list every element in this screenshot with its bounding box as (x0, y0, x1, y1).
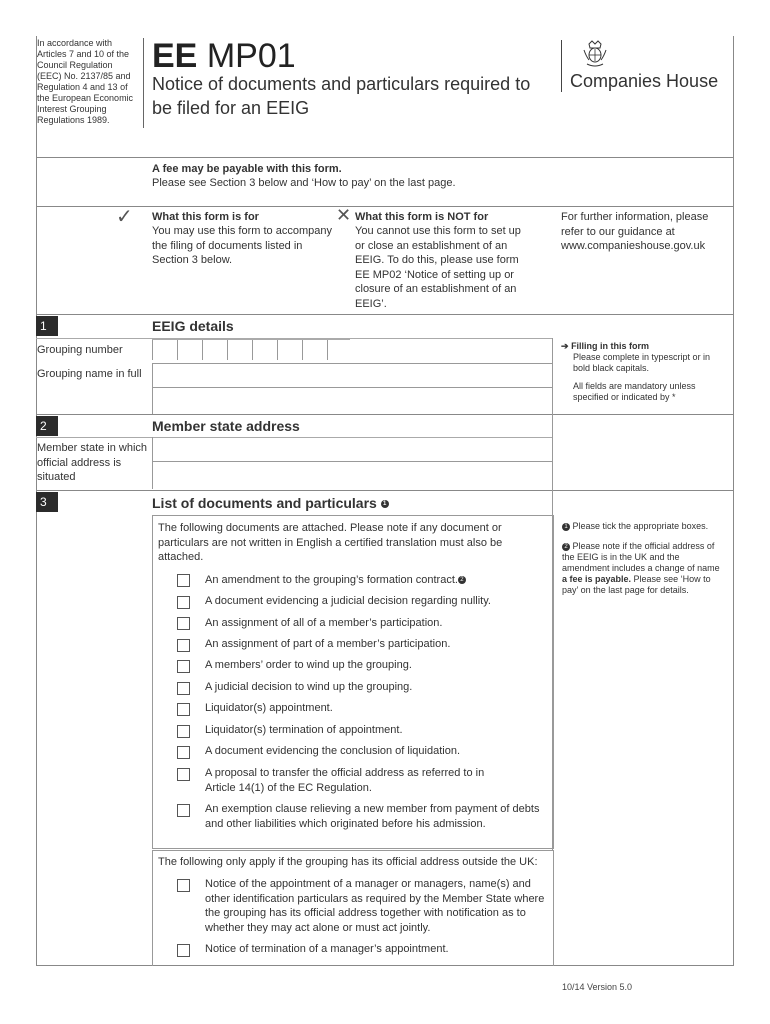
for-text: You may use this form to accompany the filing of documents listed in Section 3 below. (152, 225, 332, 266)
doc-item: Notice of the appointment of a manager or managers, name(s) and other identification particulars as required by the Member State where the grouping has its official address together with notification as to whether they may act alone or must act jointly. (205, 878, 545, 934)
section3-title: List of documents and particulars 1 (152, 495, 389, 511)
documents-box (152, 515, 554, 849)
documents-intro: The following documents are attached. Please note if any document or particulars are not written in English a certified translation must also be attached. (158, 522, 503, 563)
royal-crest-icon (580, 40, 610, 68)
filling-title: ➔ Filling in this form (561, 341, 650, 351)
checkbox-manager-termination[interactable] (177, 944, 190, 957)
form-title: Notice of documents and particulars required to be filed for an EEIG (152, 74, 531, 118)
for-title: What this form is for (152, 211, 259, 223)
doc-item: Notice of termination of a manager’s appointment. (205, 943, 449, 955)
form-code: EE MP01 (152, 37, 296, 75)
not-for-text: You cannot use this form to set up or close an establishment of an EEIG. To do this, please use form EE MP02 ‘Notice of setting up or closure of an establishment of an EEIG’. (355, 225, 521, 310)
doc-item: A judicial decision to wind up the grouping. (205, 681, 413, 693)
section3-rule (36, 490, 733, 491)
checkbox-manager-appointment[interactable] (177, 879, 190, 892)
legal-note: In accordance with Articles 7 and 10 of the Council Regulation (EEC) No. 2137/85 and Regulation 4 and 13 of the European Economic Interest Grouping Regulations 1989. (37, 38, 134, 125)
checkbox-wind-up-decision[interactable] (177, 682, 190, 695)
checkbox-exemption-clause[interactable] (177, 804, 190, 817)
note-2: 2 Please note if the official address of the EEIG is in the UK and the amendment includes a change of name a fee is payable. Please see ‘How to pay’ on the last page for details. (562, 541, 720, 595)
header-divider (143, 38, 144, 128)
checkbox-liquidator-appointment[interactable] (177, 703, 190, 716)
doc-item: Liquidator(s) termination of appointment. (205, 724, 403, 736)
filling-text-2: All fields are mandatory unless specified or indicated by * (573, 381, 696, 402)
doc-item: A document evidencing a judicial decision regarding nullity. (205, 595, 491, 607)
fee-text: Please see Section 3 below and ‘How to pay’ on the last page. (152, 177, 456, 189)
filling-text: Please complete in typescript or in bold black capitals. (573, 352, 711, 373)
doc-item: An exemption clause relieving a new member from payment of debts and other liabilities which originated before his admission. (205, 803, 540, 830)
doc-item: A proposal to transfer the official address as referred to in Article 14(1) of the EC Regulation. (205, 767, 485, 794)
note-marker: 1 (562, 523, 570, 531)
grouping-name-input[interactable] (152, 363, 553, 414)
section1-number: 1 (36, 316, 58, 336)
checkbox-liquidation-conclusion[interactable] (177, 746, 190, 759)
section2-number: 2 (36, 416, 58, 436)
note-1: 1 Please tick the appropriate boxes. (562, 521, 727, 532)
brand-divider (561, 40, 562, 92)
checkbox-formation-amendment[interactable] (177, 574, 190, 587)
grouping-name-label: Grouping name in full (37, 368, 142, 380)
section3-side-rule (552, 490, 553, 850)
section1-title: EEIG details (152, 318, 234, 334)
doc-item: An amendment to the grouping’s formation contract. 2 (205, 573, 535, 588)
arrow-icon: ➔ (561, 341, 569, 351)
brand-name: Companies House (570, 71, 719, 91)
cross-icon: ✕ (336, 205, 352, 225)
doc-item: Liquidator(s) appointment. (205, 702, 333, 714)
member-state-input[interactable] (152, 437, 553, 489)
doc-item: A members’ order to wind up the grouping. (205, 659, 412, 671)
header-rule (36, 157, 733, 158)
tick-icon: ✓ (116, 206, 133, 228)
further-info: For further information, please refer to our guidance at www.companieshouse.gov.uk (561, 211, 709, 252)
checkbox-wind-up-order[interactable] (177, 660, 190, 673)
checkbox-assignment-all[interactable] (177, 617, 190, 630)
checkbox-liquidator-termination[interactable] (177, 725, 190, 738)
section3-number: 3 (36, 492, 58, 512)
note-marker: 1 (381, 500, 389, 508)
doc-item: A document evidencing the conclusion of liquidation. (205, 745, 461, 757)
section2-rule (36, 414, 733, 415)
outside-uk-intro: The following only apply if the grouping has its official address outside the UK: (158, 856, 538, 868)
doc-item: An assignment of all of a member’s participation. (205, 617, 443, 629)
grouping-number-label: Grouping number (37, 344, 123, 356)
checkbox-address-transfer[interactable] (177, 768, 190, 781)
info-rule (36, 206, 733, 207)
doc-item: An assignment of part of a member’s participation. (205, 638, 451, 650)
member-state-label: Member state in which official address is situated (37, 442, 148, 483)
version-label: 10/14 Version 5.0 (562, 982, 633, 992)
not-for-title: What this form is NOT for (355, 211, 489, 223)
note-marker: 2 (562, 543, 570, 551)
note-marker: 2 (458, 576, 466, 584)
checkbox-assignment-part[interactable] (177, 639, 190, 652)
frame-right (733, 36, 734, 966)
grouping-number-input[interactable] (152, 339, 350, 360)
section1-rule (36, 314, 733, 315)
outside-uk-box (152, 850, 554, 966)
fee-title: A fee may be payable with this form. (152, 163, 342, 175)
checkbox-nullity-decision[interactable] (177, 596, 190, 609)
filling-note (561, 341, 726, 403)
section2-title: Member state address (152, 418, 300, 434)
